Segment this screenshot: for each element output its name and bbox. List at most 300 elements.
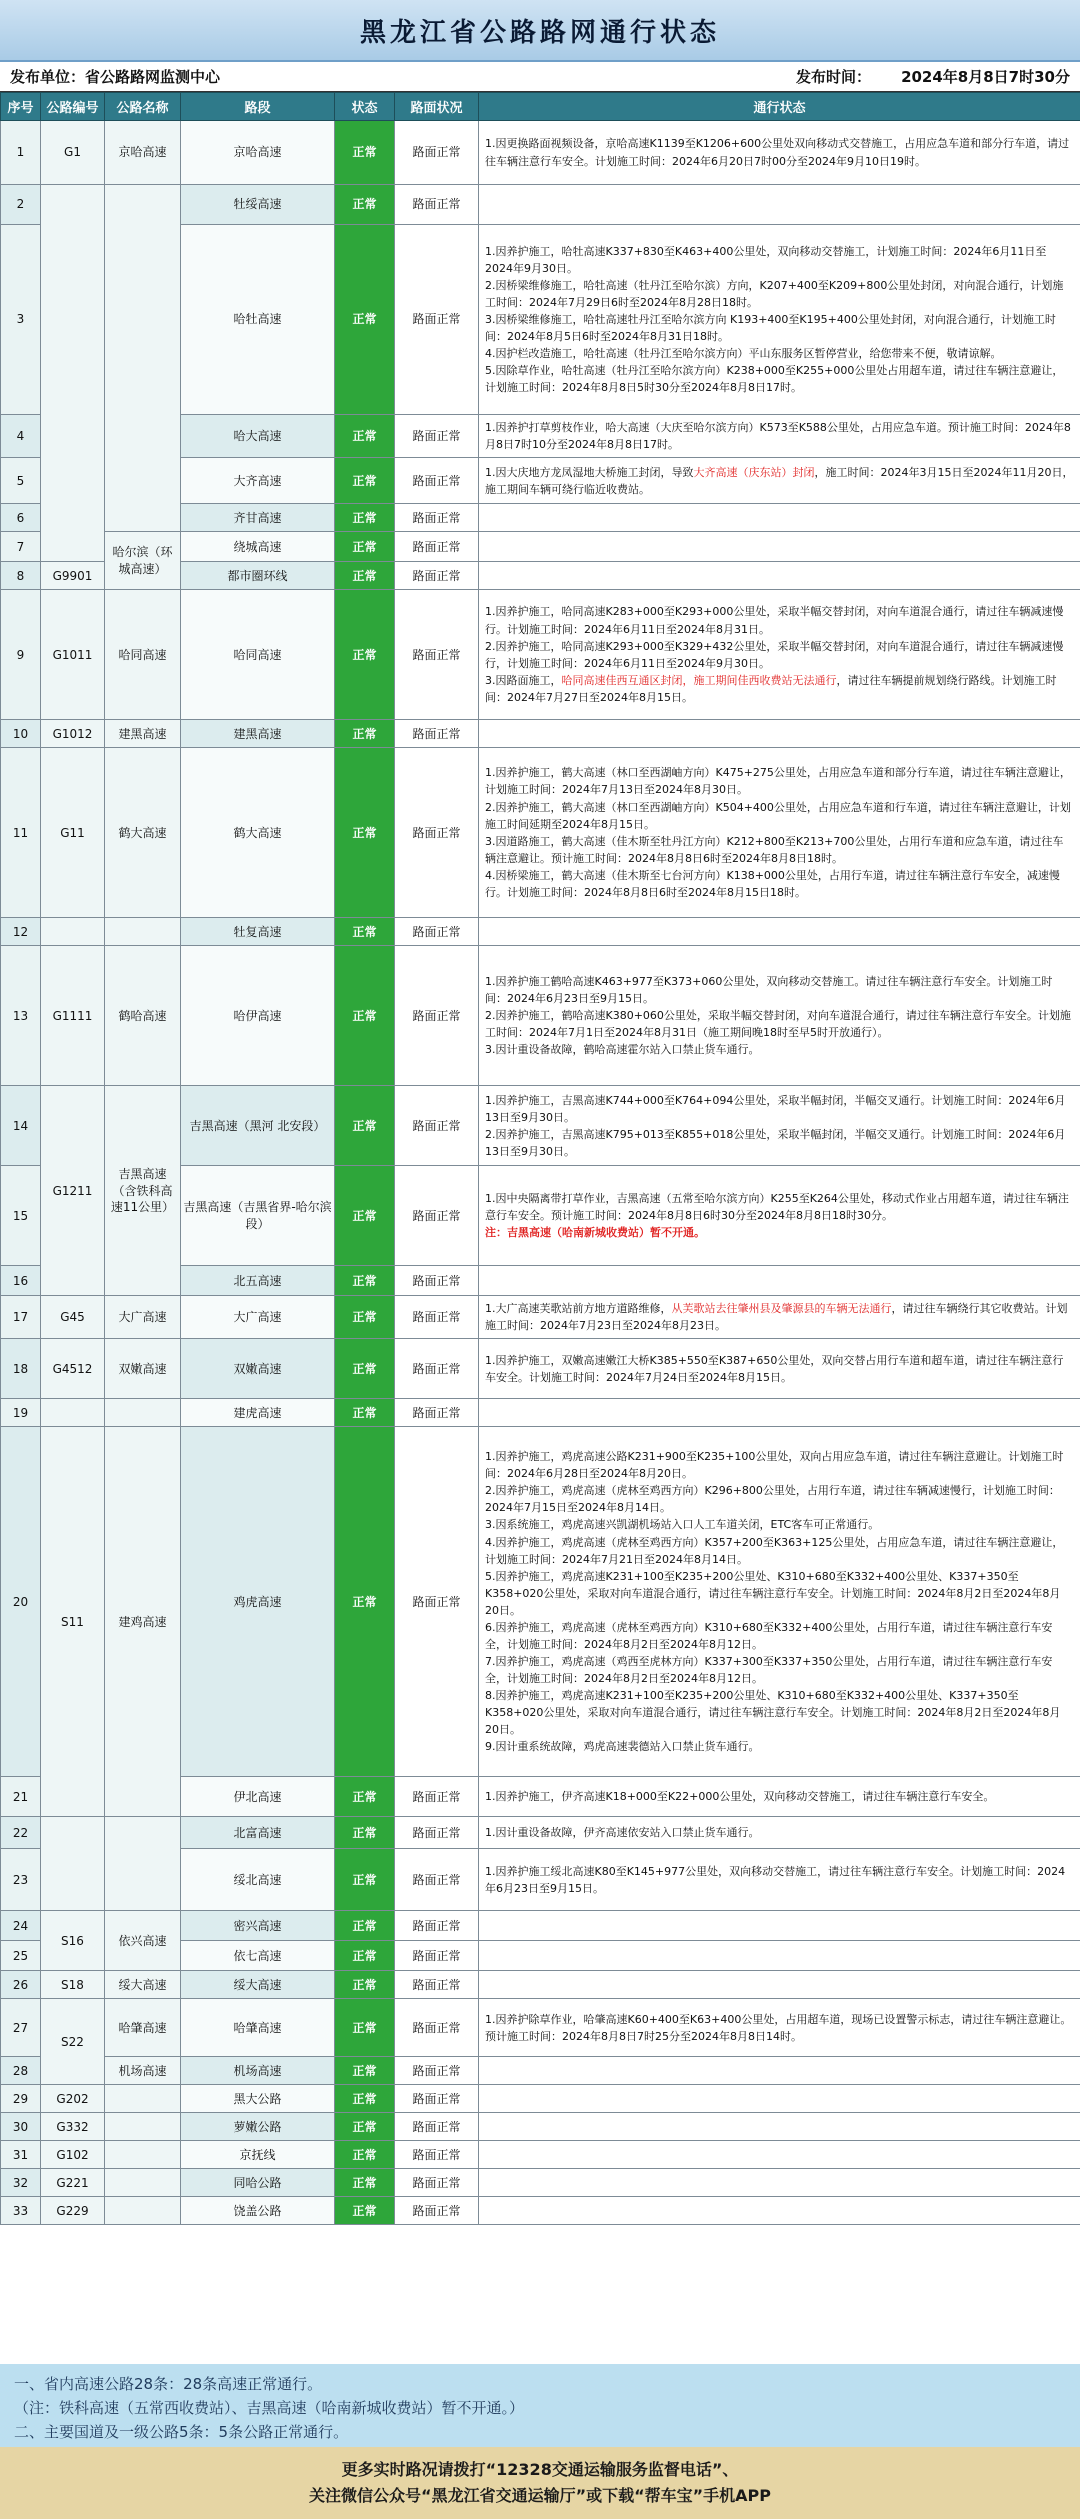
- surface-condition: 路面正常: [395, 918, 479, 946]
- road-name: 机场高速: [105, 2057, 181, 2085]
- row-seq: 3: [1, 225, 41, 415]
- status-badge: 正常: [335, 1166, 395, 1266]
- table-row: [1, 121, 1080, 185]
- status-badge: 正常: [335, 532, 395, 562]
- road-code: S16: [41, 1911, 105, 1971]
- traffic-notice: [479, 1817, 1080, 1849]
- row-seq: 21: [1, 1777, 41, 1817]
- notice-line: 9.因计重系统故障，鸡虎高速裴德站入口禁止货车通行。: [485, 1740, 760, 1754]
- header-road: 路段: [181, 93, 335, 121]
- status-badge: 正常: [335, 2169, 395, 2197]
- road-section: 饶盖公路: [181, 2197, 335, 2225]
- road-name: [105, 2141, 181, 2169]
- road-section: 北富高速: [181, 1817, 335, 1849]
- notice-alert: 从芙歌站去往肇州县及肇源县的车辆无法通行: [671, 1302, 892, 1316]
- road-status-table: [0, 92, 1080, 2225]
- road-name: 哈肇高速: [105, 1999, 181, 2057]
- road-section: 吉黑高速（黑河 北安段）: [181, 1086, 335, 1166]
- road-section: 哈肇高速: [181, 1999, 335, 2057]
- traffic-notice: [479, 1849, 1080, 1911]
- notice-text: ，请过往车辆提前规划绕行路线。计划施工时间：2024年7月27日至2024年8月15日。: [485, 673, 1057, 704]
- road-section: 双嫩高速: [181, 1339, 335, 1399]
- surface-condition: 路面正常: [395, 562, 479, 590]
- traffic-notice: [479, 562, 1080, 590]
- notice-line: 2.因养护施工，鸡虎高速（虎林至鸡西方向）K296+800公里处，占用行车道，请过往车辆减速慢行，计划施工时间：2024年7月15日至2024年8月14日。: [485, 1484, 1060, 1515]
- notice-alert: 大齐高速（庆东站）封闭: [693, 465, 815, 479]
- table-row: [1, 1911, 1080, 1941]
- row-seq: 24: [1, 1911, 41, 1941]
- table-row: [1, 1971, 1080, 1999]
- road-section: 建黑高速: [181, 720, 335, 748]
- surface-condition: 路面正常: [395, 458, 479, 504]
- road-name: [105, 2197, 181, 2225]
- notice-line: 2.因养护施工，鹤大高速（林口至西湖岫方向）K504+400公里处，占用应急车道和行车道，请过往车辆注意避让，计划施工时间延期至2024年8月15日。: [485, 800, 1071, 831]
- status-badge: 正常: [335, 720, 395, 748]
- notice-line: 1.因养护施工，双嫩高速嫩江大桥K385+550至K387+650公里处，双向交替占用行车道和超车道，请过往车辆注意行车安全。计划施工时间：2024年7月24日至2024年8月15日。: [485, 1353, 1064, 1384]
- surface-condition: 路面正常: [395, 1999, 479, 2057]
- row-seq: 22: [1, 1817, 41, 1849]
- row-seq: 14: [1, 1086, 41, 1166]
- road-code: G202: [41, 2085, 105, 2113]
- road-name: 鹤大高速: [105, 748, 181, 918]
- row-seq: 5: [1, 458, 41, 504]
- road-section: 齐甘高速: [181, 504, 335, 532]
- traffic-notice: [479, 2113, 1080, 2141]
- surface-condition: 路面正常: [395, 2197, 479, 2225]
- road-code: G4512: [41, 1339, 105, 1399]
- row-seq: 4: [1, 415, 41, 458]
- road-code: S22: [41, 1999, 105, 2085]
- footer: [0, 2447, 1080, 2519]
- status-badge: 正常: [335, 225, 395, 415]
- table-header: [1, 93, 1080, 121]
- road-section: 绥大高速: [181, 1971, 335, 1999]
- road-name: [105, 2169, 181, 2197]
- road-name: 鹤哈高速: [105, 946, 181, 1086]
- road-section: 伊北高速: [181, 1777, 335, 1817]
- surface-condition: 路面正常: [395, 2057, 479, 2085]
- time-label: 发布时间：: [796, 68, 872, 86]
- status-badge: 正常: [335, 2113, 395, 2141]
- road-name: 哈尔滨（环城高速）: [105, 532, 181, 590]
- road-section: 依七高速: [181, 1941, 335, 1971]
- row-seq: 30: [1, 2113, 41, 2141]
- notice-line: 2.因养护施工，吉黑高速K795+013至K855+018公里处，采取半幅封闭，半幅交叉通行。计划施工时间：2024年6月13日至9月30日。: [485, 1127, 1066, 1158]
- traffic-notice: [479, 458, 1080, 504]
- publisher: [10, 66, 220, 87]
- traffic-notice: [479, 1166, 1080, 1266]
- road-section: 绥北高速: [181, 1849, 335, 1911]
- traffic-notice: [479, 504, 1080, 532]
- traffic-notice: [479, 1911, 1080, 1941]
- notice-line: [485, 672, 1074, 706]
- footer-line-1: 更多实时路况请拨打“12328交通运输服务监督电话”、: [341, 2460, 739, 2479]
- notice-line: [485, 1300, 1074, 1334]
- traffic-notice: [479, 121, 1080, 185]
- table-row: [1, 918, 1080, 946]
- status-badge: 正常: [335, 1777, 395, 1817]
- road-section: 北五高速: [181, 1266, 335, 1296]
- notice-line: 3.因计重设备故障，鹤哈高速霍尔站入口禁止货车通行。: [485, 1043, 760, 1057]
- status-badge: 正常: [335, 2057, 395, 2085]
- traffic-notice: [479, 1296, 1080, 1339]
- status-badge: 正常: [335, 2197, 395, 2225]
- road-section: 同哈公路: [181, 2169, 335, 2197]
- road-code: [41, 1399, 105, 1427]
- status-badge: 正常: [335, 1339, 395, 1399]
- surface-condition: 路面正常: [395, 2085, 479, 2113]
- table-row: [1, 1427, 1080, 1777]
- road-code: G1011: [41, 590, 105, 720]
- status-badge: 正常: [335, 1941, 395, 1971]
- row-seq: 26: [1, 1971, 41, 1999]
- notice-line: 6.因养护施工，鸡虎高速（虎林至鸡西方向）K310+680至K332+400公里处，占用行车道，请过往车辆注意行车安全，计划施工时间：2024年8月2日至2024年8月12日。: [485, 1620, 1053, 1651]
- traffic-notice: [479, 720, 1080, 748]
- notice-line: 8.因养护施工，鸡虎高速K231+100至K235+200公里处、K310+680至K332+400公里处、K337+350至K358+020公里处，采取对向车道混合通行，请过往车辆注意行车安全。计划施工时间：2024年8月2日至2024年8月20日。: [485, 1688, 1061, 1737]
- status-badge: 正常: [335, 1849, 395, 1911]
- road-name: [105, 1817, 181, 1911]
- road-name: 吉黑高速（含铁科高速11公里）: [105, 1086, 181, 1296]
- road-name: 大广高速: [105, 1296, 181, 1339]
- traffic-notice: [479, 918, 1080, 946]
- notice-line: 5.因除草作业，哈牡高速（牡丹江至哈尔滨方向）K238+000至K255+000公里处占用超车道，请过往车辆注意避让，计划施工时间：2024年8月8日5时30分至2024年8月8日17时。: [485, 364, 1064, 395]
- road-name: [105, 2113, 181, 2141]
- traffic-notice: [479, 1399, 1080, 1427]
- status-badge: 正常: [335, 458, 395, 504]
- header-surface: 路面状况: [395, 93, 479, 121]
- notice-line: 4.因护栏改造施工，哈牡高速（牡丹江至哈尔滨方向）平山东服务区暂停营业，给您带来不便，敬请谅解。: [485, 347, 1002, 361]
- road-section: 哈牡高速: [181, 225, 335, 415]
- row-seq: 31: [1, 2141, 41, 2169]
- surface-condition: 路面正常: [395, 504, 479, 532]
- publisher-name: 省公路路网监测中心: [85, 68, 221, 86]
- publish-info: [0, 62, 1080, 92]
- traffic-notice: [479, 2141, 1080, 2169]
- table-row: [1, 532, 1080, 562]
- road-name: 建黑高速: [105, 720, 181, 748]
- row-seq: 12: [1, 918, 41, 946]
- status-badge: 正常: [335, 1399, 395, 1427]
- road-section: 吉黑高速（吉黑省界-哈尔滨段）: [181, 1166, 335, 1266]
- status-badge: 正常: [335, 590, 395, 720]
- row-seq: 9: [1, 590, 41, 720]
- status-badge: 正常: [335, 1999, 395, 2057]
- notice-text: ，请过往车辆绕行其它收费站。计划施工时间：2024年7月23日至2024年8月23日。: [485, 1302, 1068, 1333]
- table-row: [1, 590, 1080, 720]
- road-section: 牡绥高速: [181, 185, 335, 225]
- header-code: 公路编号: [41, 93, 105, 121]
- notice-line: 4.因桥梁施工，鹤大高速（佳木斯至七台河方向）K138+000公里处，占用行车道，请过往车辆注意行车安全，减速慢行。计划施工时间：2024年8月8日6时至2024年8月15日18时。: [485, 868, 1060, 899]
- road-section: 京抚线: [181, 2141, 335, 2169]
- traffic-notice: [479, 2057, 1080, 2085]
- traffic-notice: [479, 2085, 1080, 2113]
- notice-line: 1.因养护施工鹤哈高速K463+977至K373+060公里处，双向移动交替施工。请过往车辆注意行车安全。计划施工时间：2024年6月23日至9月15日。: [485, 974, 1053, 1006]
- surface-condition: 路面正常: [395, 1086, 479, 1166]
- road-code: G11: [41, 748, 105, 918]
- road-name: 绥大高速: [105, 1971, 181, 1999]
- status-badge: 正常: [335, 562, 395, 590]
- header-seq: 序号: [1, 93, 41, 121]
- table-row: [1, 1999, 1080, 2057]
- row-seq: 6: [1, 504, 41, 532]
- notice-line: 1.因计重设备故障，伊齐高速依安站入口禁止货车通行。: [485, 1826, 760, 1840]
- page-title: 黑龙江省公路路网通行状态: [359, 17, 720, 48]
- status-badge: 正常: [335, 1911, 395, 1941]
- road-section: 哈同高速: [181, 590, 335, 720]
- status-badge: 正常: [335, 1296, 395, 1339]
- surface-condition: 路面正常: [395, 2169, 479, 2197]
- surface-condition: 路面正常: [395, 1296, 479, 1339]
- surface-condition: 路面正常: [395, 748, 479, 918]
- footer-line-2: 关注微信公众号“黑龙江省交通运输厅”或下载“帮车宝”手机APP: [309, 2486, 771, 2506]
- notice-alert: 注：吉黑高速（哈南新城收费站）暂不开通。: [485, 1226, 705, 1240]
- road-section: 鸡虎高速: [181, 1427, 335, 1777]
- table-row: [1, 2169, 1080, 2197]
- notice-line: 1.因中央隔离带打草作业，吉黑高速（五常至哈尔滨方向）K255至K264公里处，移动式作业占用超车道，请过往车辆注意行车安全。预计施工时间：2024年8月8日6时30分至2024年8月8日18时30分。: [485, 1192, 1069, 1223]
- road-code: G1012: [41, 720, 105, 748]
- summary-line-3: 二、主要国道及一级公路5条：5条公路正常通行。: [14, 2423, 349, 2441]
- row-seq: 28: [1, 2057, 41, 2085]
- road-section: 萝嫩公路: [181, 2113, 335, 2141]
- surface-condition: 路面正常: [395, 1166, 479, 1266]
- row-seq: 23: [1, 1849, 41, 1911]
- road-section: 都市圈环线: [181, 562, 335, 590]
- traffic-notice: [479, 1971, 1080, 1999]
- road-name: 依兴高速: [105, 1911, 181, 1971]
- row-seq: 25: [1, 1941, 41, 1971]
- surface-condition: 路面正常: [395, 185, 479, 225]
- surface-condition: 路面正常: [395, 1817, 479, 1849]
- notice-line: 1.因养护施工，鸡虎高速公路K231+900至K235+100公里处，双向占用应急车道，请过往车辆注意避让。计划施工时间：2024年6月28日至2024年8月20日。: [485, 1450, 1064, 1481]
- road-code: G221: [41, 2169, 105, 2197]
- road-section: 鹤大高速: [181, 748, 335, 918]
- traffic-notice: [479, 185, 1080, 225]
- publish-time: [766, 66, 1070, 87]
- surface-condition: 路面正常: [395, 1971, 479, 1999]
- header-notice: 通行状态: [479, 93, 1080, 121]
- traffic-notice: [479, 590, 1080, 720]
- row-seq: 17: [1, 1296, 41, 1339]
- surface-condition: 路面正常: [395, 532, 479, 562]
- status-badge: 正常: [335, 1427, 395, 1777]
- road-code: G1: [41, 121, 105, 185]
- traffic-notice: [479, 1999, 1080, 2057]
- road-section: 哈伊高速: [181, 946, 335, 1086]
- road-code: S18: [41, 1971, 105, 1999]
- row-seq: 1: [1, 121, 41, 185]
- notice-line: 2.因养护施工，鹤哈高速K380+060公里处，采取半幅交替封闭，对向车道混合通行，请过往车辆注意行车安全。计划施工时间：2024年7月1日至2024年8月31日（施工期间晚18时至早5时开放通行）。: [485, 1009, 1071, 1040]
- status-badge: 正常: [335, 1266, 395, 1296]
- notice-line: 1.因更换路面视频设备，京哈高速K1139至K1206+600公里处双向移动式交替施工，占用应急车道和部分行车道，请过往车辆注意行车安全。计划施工时间：2024年6月20日7时00分至2024年9月10日19时。: [485, 137, 1070, 168]
- surface-condition: 路面正常: [395, 415, 479, 458]
- notice-line: 1.因养护施工，哈同高速K283+000至K293+000公里处，采取半幅交替封闭，对向车道混合通行，请过往车辆减速慢行。计划施工时间：2024年6月11日至2024年8月31日。: [485, 605, 1064, 636]
- table-row: [1, 1086, 1080, 1166]
- surface-condition: 路面正常: [395, 946, 479, 1086]
- surface-condition: 路面正常: [395, 1941, 479, 1971]
- row-seq: 2: [1, 185, 41, 225]
- notice-line: 2.因桥梁维修施工，哈牡高速（牡丹江至哈尔滨）方向，K207+400至K209+800公里处封闭，对向混合通行，计划施工时间：2024年7月29日6时至2024年8月28日18时。: [485, 278, 1064, 309]
- notice-text: 1.因大庆地方龙凤湿地大桥施工封闭，导致: [485, 465, 694, 479]
- surface-condition: 路面正常: [395, 1427, 479, 1777]
- table-row: [1, 1817, 1080, 1849]
- publisher-label: 发布单位：: [10, 68, 86, 86]
- notice-line: 7.因养护施工，鸡虎高速（鸡西至虎林方向）K337+300至K337+350公里处，占用行车道，请过往车辆注意行车安全，计划施工时间：2024年8月2日至2024年8月12日。: [485, 1654, 1053, 1685]
- notice-text: ，施工时间：2024年3月15日至2024年11月20日，施工期间车辆可绕行临近收费站。: [485, 465, 1074, 496]
- table-row: [1, 2197, 1080, 2225]
- surface-condition: 路面正常: [395, 720, 479, 748]
- table-row: [1, 2085, 1080, 2113]
- summary-line-2: （注：铁科高速（五常西收费站）、吉黑高速（哈南新城收费站）暂不开通。）: [14, 2399, 525, 2417]
- surface-condition: 路面正常: [395, 1399, 479, 1427]
- notice-alert: 哈同高速佳西互通区封闭，施工期间佳西收费站无法通行: [561, 673, 837, 687]
- surface-condition: 路面正常: [395, 1266, 479, 1296]
- road-section: 机场高速: [181, 2057, 335, 2085]
- surface-condition: 路面正常: [395, 225, 479, 415]
- row-seq: 8: [1, 562, 41, 590]
- road-code: G1211: [41, 1086, 105, 1296]
- status-badge: 正常: [335, 748, 395, 918]
- table-row: [1, 720, 1080, 748]
- notice-line: 1.因养护施工，哈牡高速K337+830至K463+400公里处，双向移动交替施工，计划施工时间：2024年6月11日至2024年9月30日。: [485, 244, 1047, 275]
- status-badge: 正常: [335, 918, 395, 946]
- row-seq: 16: [1, 1266, 41, 1296]
- status-badge: 正常: [335, 185, 395, 225]
- table-row: [1, 185, 1080, 225]
- road-name: 建鸡高速: [105, 1427, 181, 1817]
- table-row: [1, 1296, 1080, 1339]
- road-name: 哈同高速: [105, 590, 181, 720]
- notice-line: 1.因养护除草作业，哈肇高速K60+400至K63+400公里处，占用超车道，现场已设置警示标志，请过往车辆注意避让。预计施工时间：2024年8月8日7时25分至2024年8月8日14时。: [485, 2012, 1072, 2043]
- row-seq: 13: [1, 946, 41, 1086]
- surface-condition: 路面正常: [395, 1849, 479, 1911]
- road-code: [41, 918, 105, 946]
- road-name: [105, 2085, 181, 2113]
- row-seq: 7: [1, 532, 41, 562]
- surface-condition: 路面正常: [395, 2141, 479, 2169]
- surface-condition: 路面正常: [395, 1911, 479, 1941]
- road-code: [41, 185, 105, 562]
- traffic-notice: [479, 1427, 1080, 1777]
- traffic-notice: [479, 946, 1080, 1086]
- row-seq: 19: [1, 1399, 41, 1427]
- status-badge: 正常: [335, 121, 395, 185]
- road-name: [105, 1399, 181, 1427]
- traffic-notice: [479, 2169, 1080, 2197]
- road-code: G102: [41, 2141, 105, 2169]
- summary: [0, 2364, 1080, 2447]
- notice-text: 1.大广高速芙歌站前方地方道路维修，: [485, 1302, 672, 1316]
- row-seq: 10: [1, 720, 41, 748]
- road-name: 双嫩高速: [105, 1339, 181, 1399]
- road-name: [105, 185, 181, 532]
- road-code: S11: [41, 1427, 105, 1817]
- status-badge: 正常: [335, 1817, 395, 1849]
- row-seq: 29: [1, 2085, 41, 2113]
- status-badge: 正常: [335, 2085, 395, 2113]
- table-row: [1, 1339, 1080, 1399]
- header-status: 状态: [335, 93, 395, 121]
- surface-condition: 路面正常: [395, 1339, 479, 1399]
- notice-line: 1.因养护打草剪枝作业，哈大高速（大庆至哈尔滨方向）K573至K588公里处，占用应急车道。预计施工时间：2024年8月8日7时10分至2024年8月8日17时。: [485, 421, 1071, 452]
- traffic-notice: [479, 1941, 1080, 1971]
- table-body: [1, 121, 1080, 2225]
- road-section: 哈大高速: [181, 415, 335, 458]
- row-seq: 11: [1, 748, 41, 918]
- table-row: [1, 2141, 1080, 2169]
- traffic-notice: [479, 415, 1080, 458]
- road-name: [105, 918, 181, 946]
- table-row: [1, 1399, 1080, 1427]
- status-badge: 正常: [335, 946, 395, 1086]
- notice-line: 2.因养护施工，哈同高速K293+000至K329+432公里处，采取半幅交替封闭，对向车道混合通行，请过往车辆减速慢行，计划施工时间：2024年6月11日至2024年9月30日。: [485, 639, 1064, 670]
- status-badge: 正常: [335, 504, 395, 532]
- table-row: [1, 946, 1080, 1086]
- road-code: G9901: [41, 562, 105, 590]
- notice-line: 3.因桥梁维修施工，哈牡高速牡丹江至哈尔滨方向 K193+400至K195+400公里处封闭，对向混合通行，计划施工时间：2024年8月5日6时至2024年8月31日18时。: [485, 312, 1056, 344]
- surface-condition: 路面正常: [395, 1777, 479, 1817]
- time-value: 2024年8月8日7时30分: [901, 68, 1070, 86]
- row-seq: 33: [1, 2197, 41, 2225]
- road-section: 大广高速: [181, 1296, 335, 1339]
- status-badge: 正常: [335, 2141, 395, 2169]
- summary-line-1: 一、省内高速公路28条：28条高速正常通行。: [14, 2375, 323, 2393]
- traffic-notice: [479, 225, 1080, 415]
- road-section: 绕城高速: [181, 532, 335, 562]
- road-section: 密兴高速: [181, 1911, 335, 1941]
- notice-line: 5.因养护施工，鸡虎高速K231+100至K235+200公里处、K310+680至K332+400公里处、K337+350至K358+020公里处，采取对向车道混合通行，请过往车辆注意行车安全。计划施工时间：2024年8月2日至2024年8月20日。: [485, 1569, 1061, 1617]
- table-row: [1, 2113, 1080, 2141]
- traffic-notice: [479, 532, 1080, 562]
- notice-line: 3.因道路施工，鹤大高速（佳木斯至牡丹江方向）K212+800至K213+700公里处，占用行车道和应急车道，请过往车辆注意避让。预计施工时间：2024年8月8日6时至2024年8月8日18时。: [485, 834, 1064, 865]
- row-seq: 27: [1, 1999, 41, 2057]
- surface-condition: 路面正常: [395, 590, 479, 720]
- title-bar: [0, 0, 1080, 62]
- road-section: 黑大公路: [181, 2085, 335, 2113]
- status-badge: 正常: [335, 415, 395, 458]
- row-seq: 32: [1, 2169, 41, 2197]
- row-seq: 18: [1, 1339, 41, 1399]
- notice-line: 1.因养护施工，鹤大高速（林口至西湖岫方向）K475+275公里处，占用应急车道和部分行车道，请过往车辆注意避让，计划施工时间：2024年7月13日至2024年8月30日。: [485, 766, 1071, 797]
- road-section: 京哈高速: [181, 121, 335, 185]
- road-section: 建虎高速: [181, 1399, 335, 1427]
- traffic-notice: [479, 1086, 1080, 1166]
- road-code: G332: [41, 2113, 105, 2141]
- surface-condition: 路面正常: [395, 121, 479, 185]
- notice-line: 1.因养护施工绥北高速K80至K145+977公里处，双向移动交替施工，请过往车辆注意行车安全。计划施工时间：2024年6月23日至9月15日。: [485, 1864, 1066, 1895]
- notice-text: 3.因路面施工，: [485, 673, 562, 687]
- notice-line: 1.因养护施工，伊齐高速K18+000至K22+000公里处，双向移动交替施工，请过往车辆注意行车安全。: [485, 1790, 995, 1804]
- notice-line: 1.因养护施工，吉黑高速K744+000至K764+094公里处，采取半幅封闭，半幅交叉通行。计划施工时间：2024年6月13日至9月30日。: [485, 1093, 1066, 1124]
- table-row: [1, 748, 1080, 918]
- status-badge: 正常: [335, 1086, 395, 1166]
- road-code: G1111: [41, 946, 105, 1086]
- traffic-notice: [479, 1339, 1080, 1399]
- traffic-notice: [479, 2197, 1080, 2225]
- notice-line: [485, 464, 1074, 498]
- row-seq: 15: [1, 1166, 41, 1266]
- traffic-notice: [479, 1266, 1080, 1296]
- road-code: [41, 1817, 105, 1911]
- road-section: 牡复高速: [181, 918, 335, 946]
- status-badge: 正常: [335, 1971, 395, 1999]
- table-row: [1, 2057, 1080, 2085]
- traffic-notice: [479, 1777, 1080, 1817]
- road-name: 京哈高速: [105, 121, 181, 185]
- road-code: G45: [41, 1296, 105, 1339]
- notice-line: 3.因系统施工，鸡虎高速兴凯湖机场站入口人工车道关闭，ETC客车可正常通行。: [485, 1518, 880, 1532]
- notice-line: 4.因养护施工，鸡虎高速（虎林至鸡西方向）K357+200至K363+125公里处，占用应急车道，请过往车辆注意避让，计划施工时间：2024年7月21日至2024年8月14日。: [485, 1535, 1064, 1566]
- road-section: 大齐高速: [181, 458, 335, 504]
